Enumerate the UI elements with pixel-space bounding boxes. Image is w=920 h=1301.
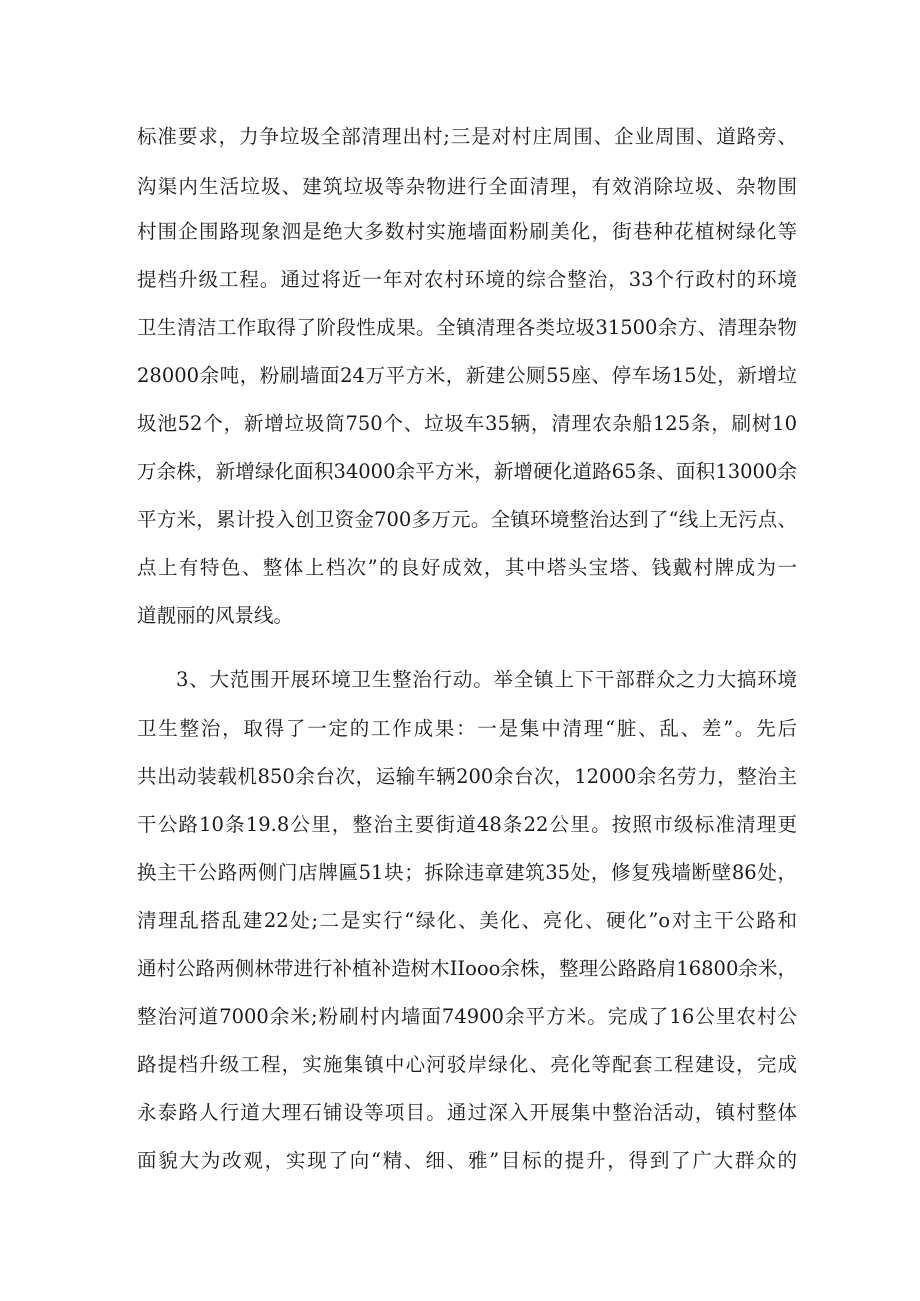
text-line: 村围企围路现象泗是绝大多数村实施墙面粉刷美化，街巷种花植树绿化等 [137,220,797,243]
text-line: 28000余吨，粉刷墙面24万平方米，新建公厕55座、停车场15处，新增垃 [137,364,797,387]
text-line: 永泰路人行道大理石铺设等项目。通过深入开展集中整治活动，镇村整体 [137,1101,797,1124]
text-line: 清理乱搭乱建22处;二是实行“绿化、美化、亮化、硬化”o对主干公路和 [137,909,797,932]
text-line: 3、大范围开展环境卫生整治行动。举全镇上下干部群众之力大搞环境 [176,668,797,691]
text-line: 整治河道7000余米;粉刷村内墙面74900余平方米。完成了16公里农村公 [137,1005,797,1028]
text-line: 道靓丽的风景线。 [137,604,294,627]
text-line: 卫生整治，取得了一定的工作成果：一是集中清理“脏、乱、差”。先后 [137,717,797,740]
text-line: 万余株，新增绿化面积34000余平方米，新增硬化道路65条、面积13000余 [137,460,797,483]
text-line: 面貌大为改观，实现了向“精、细、雅”目标的提升，得到了广大群众的 [137,1149,797,1172]
text-line: 路提档升级工程，实施集镇中心河驳岸绿化、亮化等配套工程建设，完成 [137,1053,797,1076]
text-line: 卫生清洁工作取得了阶段性成果。全镇清理各类垃圾31500余方、清理杂物 [137,316,797,339]
text-line: 圾池52个，新增垃圾筒750个、垃圾车35辆，清理农杂船125条，刷树10 [137,412,797,435]
text-line: 标准要求，力争垃圾全部清理出村;三是对村庄周围、企业周围、道路旁、 [137,125,797,148]
text-line: 沟渠内生活垃圾、建筑垃圾等杂物进行全面清理，有效消除垃圾、杂物围 [137,175,797,198]
text-line: 共出动装载机850余台次，运输车辆200余台次，12000余名劳力，整治主 [137,765,797,788]
text-line: 平方米，累计投入创卫资金700多万元。全镇环境整治达到了“线上无污点、 [137,508,797,531]
text-line: 点上有特色、整体上档次”的良好成效，其中塔头宝塔、钱戴村牌成为一 [137,556,797,579]
text-line: 换主干公路两侧门店牌匾51块；拆除违章建筑35处，修复残墙断壁86处， [137,861,797,884]
text-line: 干公路10条19.8公里，整治主要街道48条22公里。按照市级标准清理更 [137,813,797,836]
text-line: 提档升级工程。通过将近一年对农村环境的综合整治，33个行政村的环境 [137,268,797,291]
text-line: 通村公路两侧林带进行补植补造树木IIooo余株，整理公路路肩16800余米， [137,957,797,980]
